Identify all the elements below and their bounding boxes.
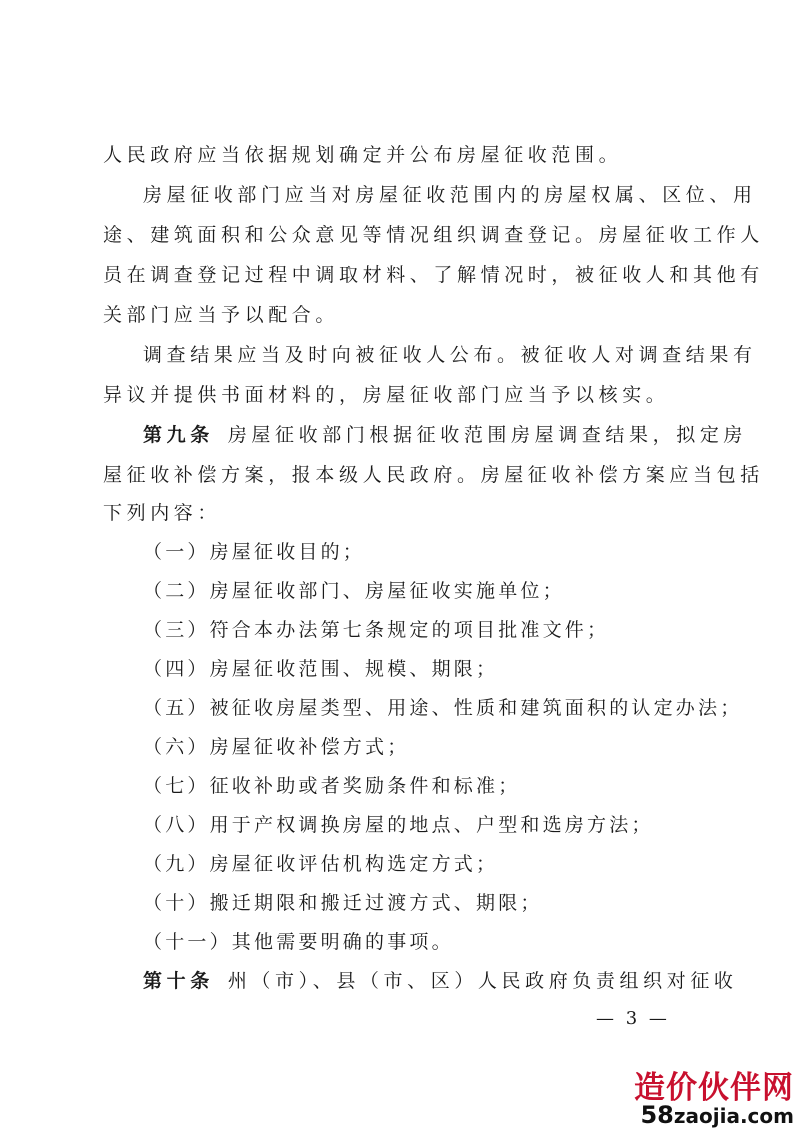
watermark-title: 造价伙伴网 <box>634 1070 794 1106</box>
article-9-heading: 第九条 <box>143 424 214 446</box>
article-10-text: 州（市）、县（市、区）人民政府负责组织对征收 <box>227 970 738 992</box>
list-item-11: （十一）其他需要明确的事项。 <box>143 931 454 953</box>
paragraph-1-line-1: 人民政府应当依据规划确定并公布房屋征收范围。 <box>103 144 623 166</box>
paragraph-2-line-3: 员在调查登记过程中调取材料、了解情况时，被征收人和其他有 <box>103 264 764 286</box>
page-number: — 3 — <box>596 1008 670 1029</box>
list-item-4: （四）房屋征收范围、规模、期限； <box>143 658 499 680</box>
list-item-10: （十）搬迁期限和搬迁过渡方式、期限； <box>143 892 543 914</box>
paragraph-3-line-2: 异议并提供书面材料的，房屋征收部门应当予以核实。 <box>103 384 670 406</box>
list-item-9: （九）房屋征收评估机构选定方式； <box>143 853 499 875</box>
watermark-logo <box>624 1072 794 1127</box>
article-9-line-2: 屋征收补偿方案，报本级人民政府。房屋征收补偿方案应当包括 <box>103 464 764 486</box>
article-10-heading: 第十条 <box>143 970 214 992</box>
list-item-3: （三）符合本办法第七条规定的项目批准文件； <box>143 619 610 641</box>
article-9-line-3: 下列内容： <box>103 502 222 524</box>
watermark-url-prefix: 58 <box>640 1101 674 1129</box>
paragraph-2-line-4: 关部门应当予以配合。 <box>103 304 340 326</box>
list-item-5: （五）被征收房屋类型、用途、性质和建筑面积的认定办法； <box>143 697 743 719</box>
list-item-7: （七）征收补助或者奖励条件和标准； <box>143 775 521 797</box>
list-item-1: （一）房屋征收目的； <box>143 541 366 563</box>
paragraph-2-line-1: 房屋征收部门应当对房屋征收范围内的房屋权属、区位、用 <box>143 184 757 206</box>
paragraph-3-line-1: 调查结果应当及时向被征收人公布。被征收人对调查结果有 <box>143 344 757 366</box>
article-9-line-1 <box>143 422 748 448</box>
watermark-url <box>624 1101 794 1129</box>
list-item-2: （二）房屋征收部门、房屋征收实施单位； <box>143 580 565 602</box>
paragraph-2-line-2: 途、建筑面积和公众意见等情况组织调查登记。房屋征收工作人 <box>103 224 764 246</box>
article-10-line-1 <box>143 968 738 994</box>
article-9-text: 房屋征收部门根据征收范围房屋调查结果，拟定房 <box>227 424 748 446</box>
list-item-6: （六）房屋征收补偿方式； <box>143 736 410 758</box>
watermark-url-rest: zaojia.com <box>673 1104 794 1128</box>
list-item-8: （八）用于产权调换房屋的地点、户型和选房方法； <box>143 814 654 836</box>
